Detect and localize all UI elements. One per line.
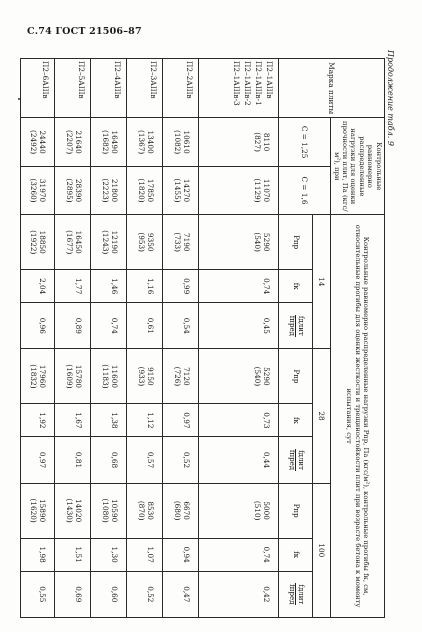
load-c16-pa: 14270 xyxy=(182,178,191,203)
ratio-value-cell xyxy=(127,437,163,483)
f-value: 1,46 xyxy=(110,278,119,295)
ratio-value: 0,42 xyxy=(262,586,271,603)
plate-mark: П2–6АIIIв xyxy=(41,61,50,99)
p-value-cell xyxy=(55,215,91,270)
load-c16-pa: 17850 xyxy=(146,178,155,203)
f-value: 1,30 xyxy=(110,546,119,563)
ratio-value: 0,97 xyxy=(38,451,47,469)
p-value-pa: 6670 xyxy=(182,501,191,520)
load-c125-kgf: (1682) xyxy=(101,129,111,155)
ratio-value: 0,96 xyxy=(38,317,47,334)
f-value-cell xyxy=(21,538,55,571)
p-value-pa: 5290 xyxy=(262,367,271,386)
ratio-header xyxy=(279,303,313,349)
p-header: Pпр xyxy=(279,349,313,404)
ratio-value-cell xyxy=(21,303,55,349)
f-value-cell xyxy=(127,270,163,303)
load-c16 xyxy=(127,166,163,214)
f-value: 1,16 xyxy=(146,278,155,295)
ratio-value: 0,55 xyxy=(38,586,47,603)
table-body xyxy=(21,59,279,618)
p-value-cell xyxy=(199,483,279,538)
plate-mark-cell xyxy=(199,59,279,118)
p-value-pa: 12190 xyxy=(110,230,119,254)
f-header: fк xyxy=(279,270,313,303)
load-c125-pa: 16490 xyxy=(110,130,119,154)
load-c16 xyxy=(91,166,127,214)
p-value-pa: 5290 xyxy=(262,232,271,252)
plate-mark: П2–3АIIIв xyxy=(149,61,158,99)
plate-mark: П2–4АIIIв xyxy=(113,61,122,99)
load-c125-pa: 13400 xyxy=(146,130,155,154)
f-value-cell xyxy=(127,538,163,571)
p-value-kgf: (1243) xyxy=(101,230,111,255)
f-value-cell xyxy=(55,538,91,571)
f-value: 0,74 xyxy=(262,546,271,563)
load-c16 xyxy=(21,166,55,214)
p-value-kgf: (510) xyxy=(253,500,263,521)
ratio-value-cell xyxy=(163,437,199,483)
ratio-value-cell xyxy=(55,303,91,349)
deflection-header: Контрольные равномерно распределенные нагрузки Pпр, Па (кгс/м²), контрольные прогибы fк, см, относительные прогибы для оценки жесткости и трещиностойкости плит при возрасте бетона к моменту испытания, сут xyxy=(331,215,385,618)
table-row xyxy=(127,59,163,618)
f-value-cell xyxy=(163,404,199,437)
p-value-pa: 5000 xyxy=(262,501,271,520)
ratio-value-cell xyxy=(163,303,199,349)
p-value-kgf: (1922) xyxy=(29,230,39,255)
f-value-cell xyxy=(163,270,199,303)
p-value-kgf: (953) xyxy=(137,232,147,253)
ratio-value: 0,47 xyxy=(182,586,191,603)
p-value-cell xyxy=(163,483,199,538)
p-value-kgf: (870) xyxy=(137,500,147,521)
plate-mark: П2–5АIIIв xyxy=(77,61,86,99)
table-row xyxy=(91,59,127,618)
p-value-kgf: (540) xyxy=(253,366,263,387)
page-header: С.74 ГОСТ 21506–87 xyxy=(27,26,142,37)
f-value: 1,38 xyxy=(110,412,119,429)
ratio-value-cell xyxy=(21,437,55,483)
f-value-cell xyxy=(21,270,55,303)
load-c16-kgf: (1455) xyxy=(173,178,183,203)
p-value-kgf: (1677) xyxy=(65,230,75,255)
p-value-kgf: (933) xyxy=(137,366,147,387)
f-value-cell xyxy=(55,404,91,437)
p-value-cell xyxy=(21,215,55,270)
p-value-pa: 9150 xyxy=(146,367,155,386)
p-value-cell xyxy=(91,349,127,404)
ratio-denominator: fпред xyxy=(288,449,297,471)
load-c125-kgf: (827) xyxy=(253,132,263,152)
plate-mark-cell xyxy=(91,59,127,118)
p-value-cell xyxy=(199,349,279,404)
p-value-cell xyxy=(55,483,91,538)
f-value-cell xyxy=(21,404,55,437)
p-value-kgf: (540) xyxy=(253,232,263,253)
ratio-value-cell xyxy=(127,571,163,617)
p-value-kgf: (1183) xyxy=(101,364,111,389)
control-load-header: Контрольные равномерно распределенные нагрузки для оценки прочности плит, Па (кгс/м²), при xyxy=(331,118,385,215)
load-c16 xyxy=(163,166,199,214)
f-value: 0,97 xyxy=(182,412,191,429)
f-value: 1,67 xyxy=(74,412,83,429)
ratio-denominator: fпред xyxy=(288,584,297,605)
load-c125 xyxy=(163,118,199,166)
ratio-value-cell xyxy=(91,303,127,349)
f-value: 0,73 xyxy=(262,412,271,429)
table-row xyxy=(199,59,279,618)
ratio-numerator: fдлит xyxy=(296,450,305,470)
f-value: 1,77 xyxy=(74,278,83,295)
ratio-value: 0,52 xyxy=(146,586,155,603)
f-value: 1,12 xyxy=(146,412,155,429)
p-value-cell xyxy=(127,483,163,538)
p-value-cell xyxy=(91,215,127,270)
p-value-pa: 15890 xyxy=(38,499,47,523)
f-value-cell xyxy=(91,538,127,571)
ratio-header xyxy=(279,571,313,617)
ratio-fraction xyxy=(288,583,304,605)
load-c125 xyxy=(21,118,55,166)
load-c125-pa: 21640 xyxy=(74,130,83,154)
ratio-value-cell xyxy=(91,437,127,483)
p-value-pa: 8530 xyxy=(146,501,155,520)
p-value-kgf: (1620) xyxy=(29,498,39,523)
load-c16-pa: 11070 xyxy=(262,178,271,203)
load-c125-pa: 24440 xyxy=(38,130,47,154)
p-value-pa: 14020 xyxy=(74,499,83,523)
age-28-header: 28 xyxy=(313,349,331,483)
f-value-cell xyxy=(91,270,127,303)
f-value: 1,07 xyxy=(146,546,155,563)
p-value-pa: 16450 xyxy=(74,230,83,254)
plate-mark-cell xyxy=(21,59,55,118)
load-c16 xyxy=(199,166,279,214)
plate-mark-cell xyxy=(127,59,163,118)
p-value-pa: 18850 xyxy=(38,230,47,254)
load-c125-pa: 10610 xyxy=(182,130,191,154)
ratio-value: 0,81 xyxy=(74,451,83,469)
ratio-value-cell xyxy=(55,571,91,617)
ratio-value-cell xyxy=(127,303,163,349)
load-c16-pa: 21800 xyxy=(110,178,119,203)
table-row xyxy=(55,59,91,618)
p-value-cell xyxy=(127,349,163,404)
load-c16-kgf: (1820) xyxy=(137,178,147,203)
plate-mark: П2–1АIIIв-3 xyxy=(231,61,241,106)
ratio-value: 0,68 xyxy=(110,451,119,469)
rotated-table-wrapper xyxy=(25,58,385,618)
table-row xyxy=(21,59,55,618)
f-value-cell xyxy=(199,270,279,303)
mark-header: Марка плиты xyxy=(279,59,385,118)
ratio-value: 0,89 xyxy=(74,317,83,334)
f-header: fк xyxy=(279,404,313,437)
load-c16-pa: 31970 xyxy=(38,178,47,203)
load-c125 xyxy=(199,118,279,166)
f-value-cell xyxy=(91,404,127,437)
ratio-value-cell xyxy=(91,571,127,617)
p-value-cell xyxy=(163,349,199,404)
ratio-value-cell xyxy=(199,303,279,349)
load-c16-kgf: (2223) xyxy=(101,178,111,203)
f-value: 0,94 xyxy=(182,546,191,563)
p-value-cell xyxy=(163,215,199,270)
load-c125 xyxy=(55,118,91,166)
f-value: 0,99 xyxy=(182,278,191,295)
p-value-kgf: (1080) xyxy=(101,498,111,523)
ratio-value-cell xyxy=(21,571,55,617)
ratio-denominator: fпред xyxy=(288,315,297,336)
p-value-cell xyxy=(21,483,55,538)
plate-mark: П2–1АIIIв-2 xyxy=(242,61,252,106)
continuation-label: Продолжение табл. 9 xyxy=(386,50,395,146)
ratio-fraction xyxy=(288,449,304,471)
c125-header: C = 1,25 xyxy=(279,118,331,166)
p-value-pa: 15780 xyxy=(74,364,83,389)
ratio-value: 0,54 xyxy=(182,317,191,334)
ratio-value: 0,57 xyxy=(146,451,155,469)
p-value-cell xyxy=(91,483,127,538)
f-value-cell xyxy=(199,404,279,437)
f-value: 1,92 xyxy=(38,412,47,429)
f-value-cell xyxy=(127,404,163,437)
c16-header: C = 1,6 xyxy=(279,166,331,214)
ratio-fraction xyxy=(288,315,304,337)
f-value: 1,98 xyxy=(38,546,47,563)
plate-mark: П2–1АIIIв-1 xyxy=(253,61,263,106)
plate-mark: П2–2АIIIв xyxy=(185,61,194,99)
load-c125-kgf: (2207) xyxy=(65,129,75,155)
table-row xyxy=(163,59,199,618)
p-header: Pпр xyxy=(279,483,313,538)
plate-mark-cell xyxy=(163,59,199,118)
f-value: 2,04 xyxy=(38,278,47,295)
ratio-numerator: fдлит xyxy=(296,584,305,605)
f-value-cell xyxy=(163,538,199,571)
f-value-cell xyxy=(199,538,279,571)
load-table xyxy=(20,58,385,618)
load-c125 xyxy=(127,118,163,166)
ratio-value-cell xyxy=(199,437,279,483)
ratio-numerator: fдлит xyxy=(296,315,305,336)
p-value-pa: 7190 xyxy=(182,232,191,252)
ratio-value: 0,45 xyxy=(262,317,271,334)
ratio-value-cell xyxy=(199,571,279,617)
load-c125-kgf: (1367) xyxy=(137,129,147,155)
p-value-pa: 11600 xyxy=(110,364,119,389)
f-value: 1,51 xyxy=(74,546,83,563)
p-value-kgf: (1832) xyxy=(29,364,39,389)
load-c125-kgf: (1082) xyxy=(173,129,183,155)
ratio-value: 0,60 xyxy=(110,586,119,603)
p-value-pa: 9350 xyxy=(146,232,155,252)
plate-mark-cell xyxy=(55,59,91,118)
p-value-kgf: (1430) xyxy=(65,498,75,523)
ratio-value: 0,44 xyxy=(262,451,271,469)
p-value-cell xyxy=(55,349,91,404)
load-c16-kgf: (2895) xyxy=(65,178,75,203)
p-header: Pпр xyxy=(279,215,313,270)
ratio-value: 0,74 xyxy=(110,317,119,334)
load-c16 xyxy=(55,166,91,214)
ratio-value: 0,69 xyxy=(74,586,83,603)
ratio-value-cell xyxy=(55,437,91,483)
plate-mark: П2–1АIIIв xyxy=(265,61,274,99)
ratio-value: 0,61 xyxy=(146,317,155,334)
ratio-header xyxy=(279,437,313,483)
load-c16-pa: 28390 xyxy=(74,178,83,203)
load-c16-kgf: (1129) xyxy=(253,178,263,203)
age-100-header: 100 xyxy=(313,483,331,617)
load-c125-pa: 8110 xyxy=(262,132,271,152)
load-c125-kgf: (2492) xyxy=(29,129,39,155)
f-value-cell xyxy=(55,270,91,303)
age-14-header: 14 xyxy=(313,215,331,349)
p-value-cell xyxy=(199,215,279,270)
p-value-kgf: (680) xyxy=(173,500,183,521)
p-value-kgf: (1609) xyxy=(65,364,75,389)
p-value-cell xyxy=(127,215,163,270)
f-value: 0,74 xyxy=(262,278,271,295)
p-value-pa: 17960 xyxy=(38,364,47,389)
p-value-pa: 10590 xyxy=(110,499,119,523)
ratio-value-cell xyxy=(163,571,199,617)
ratio-value: 0,52 xyxy=(182,451,191,469)
p-value-kgf: (726) xyxy=(173,366,183,387)
f-header: fк xyxy=(279,538,313,571)
p-value-pa: 7120 xyxy=(182,367,191,386)
p-value-kgf: (733) xyxy=(173,232,183,253)
load-c125 xyxy=(91,118,127,166)
p-value-cell xyxy=(21,349,55,404)
load-c16-kgf: (3260) xyxy=(29,178,39,203)
